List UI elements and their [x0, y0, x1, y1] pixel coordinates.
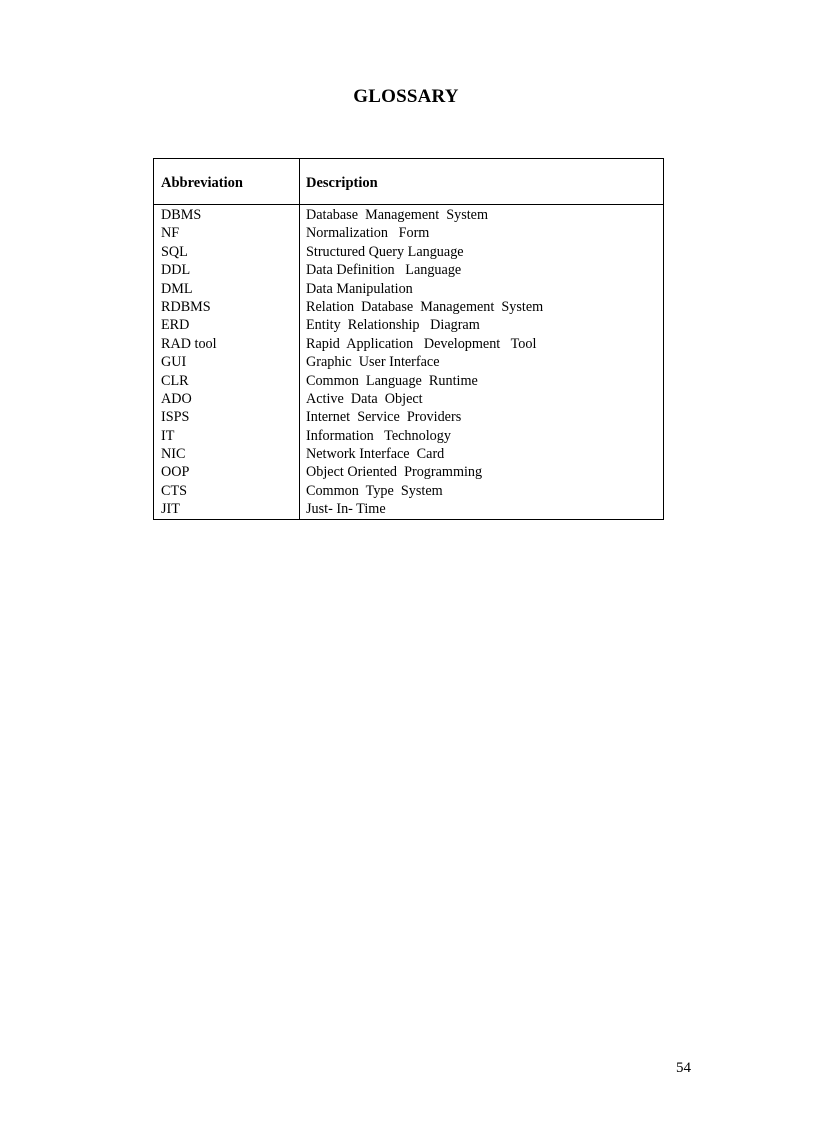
cell-abbreviation: OOP — [161, 464, 190, 481]
cell-abbreviation: ERD — [161, 317, 190, 334]
table-header-row — [154, 159, 663, 205]
table-row — [154, 500, 663, 518]
cell-description: Structured Query Language — [306, 243, 464, 260]
cell-abbreviation: RDBMS — [161, 298, 211, 315]
cell-abbreviation: GUI — [161, 354, 187, 371]
cell-abbreviation: ADO — [161, 390, 192, 407]
cell-abbreviation: DBMS — [161, 207, 202, 223]
cell-abbreviation: RAD tool — [161, 335, 217, 352]
table-row — [154, 298, 663, 316]
table-row — [154, 261, 663, 279]
table-row — [154, 427, 663, 445]
cell-description: Network Interface Card — [306, 446, 445, 463]
cell-abbreviation: CTS — [161, 482, 188, 499]
header-description: Description — [306, 175, 378, 191]
page-number: 54 — [676, 1060, 691, 1076]
table-row — [154, 408, 663, 426]
cell-description: Common Language Runtime — [306, 372, 478, 389]
cell-description: Relation Database Management System — [306, 298, 544, 315]
table-row — [154, 463, 663, 481]
cell-description: Data Manipulation — [306, 280, 413, 297]
header-abbreviation: Abbreviation — [161, 175, 243, 191]
cell-description: Rapid Application Development Tool — [306, 335, 537, 352]
table-row — [154, 335, 663, 353]
table-body — [154, 206, 663, 519]
cell-abbreviation: DDL — [161, 262, 191, 279]
cell-description: Normalization Form — [306, 225, 430, 242]
glossary-table — [153, 158, 664, 520]
cell-description: Just- In- Time — [306, 501, 386, 518]
table-row — [154, 353, 663, 371]
cell-abbreviation: DML — [161, 280, 193, 297]
cell-abbreviation: NIC — [161, 446, 186, 463]
table-row — [154, 224, 663, 242]
cell-description: Object Oriented Programming — [306, 464, 483, 481]
cell-abbreviation: CLR — [161, 372, 189, 389]
cell-description: Active Data Object — [306, 390, 423, 407]
cell-description: Internet Service Providers — [306, 409, 462, 426]
table-row — [154, 280, 663, 298]
cell-abbreviation: IT — [161, 427, 175, 444]
page-title: GLOSSARY — [353, 86, 459, 107]
cell-abbreviation: JIT — [161, 501, 180, 518]
table-row — [154, 390, 663, 408]
cell-description: Graphic User Interface — [306, 354, 440, 371]
cell-description: Common Type System — [306, 482, 443, 499]
cell-description: Entity Relationship Diagram — [306, 317, 480, 334]
cell-abbreviation: ISPS — [161, 409, 190, 426]
table-row — [154, 316, 663, 334]
table-row — [154, 372, 663, 390]
cell-abbreviation: SQL — [161, 243, 188, 260]
cell-description: Data Definition Language — [306, 262, 462, 279]
cell-abbreviation: NF — [161, 225, 180, 242]
cell-description: Information Technology — [306, 427, 451, 444]
table-row — [154, 206, 663, 224]
table-row — [154, 482, 663, 500]
table-row — [154, 445, 663, 463]
cell-description: Database Management System — [306, 207, 489, 223]
table-row — [154, 243, 663, 261]
